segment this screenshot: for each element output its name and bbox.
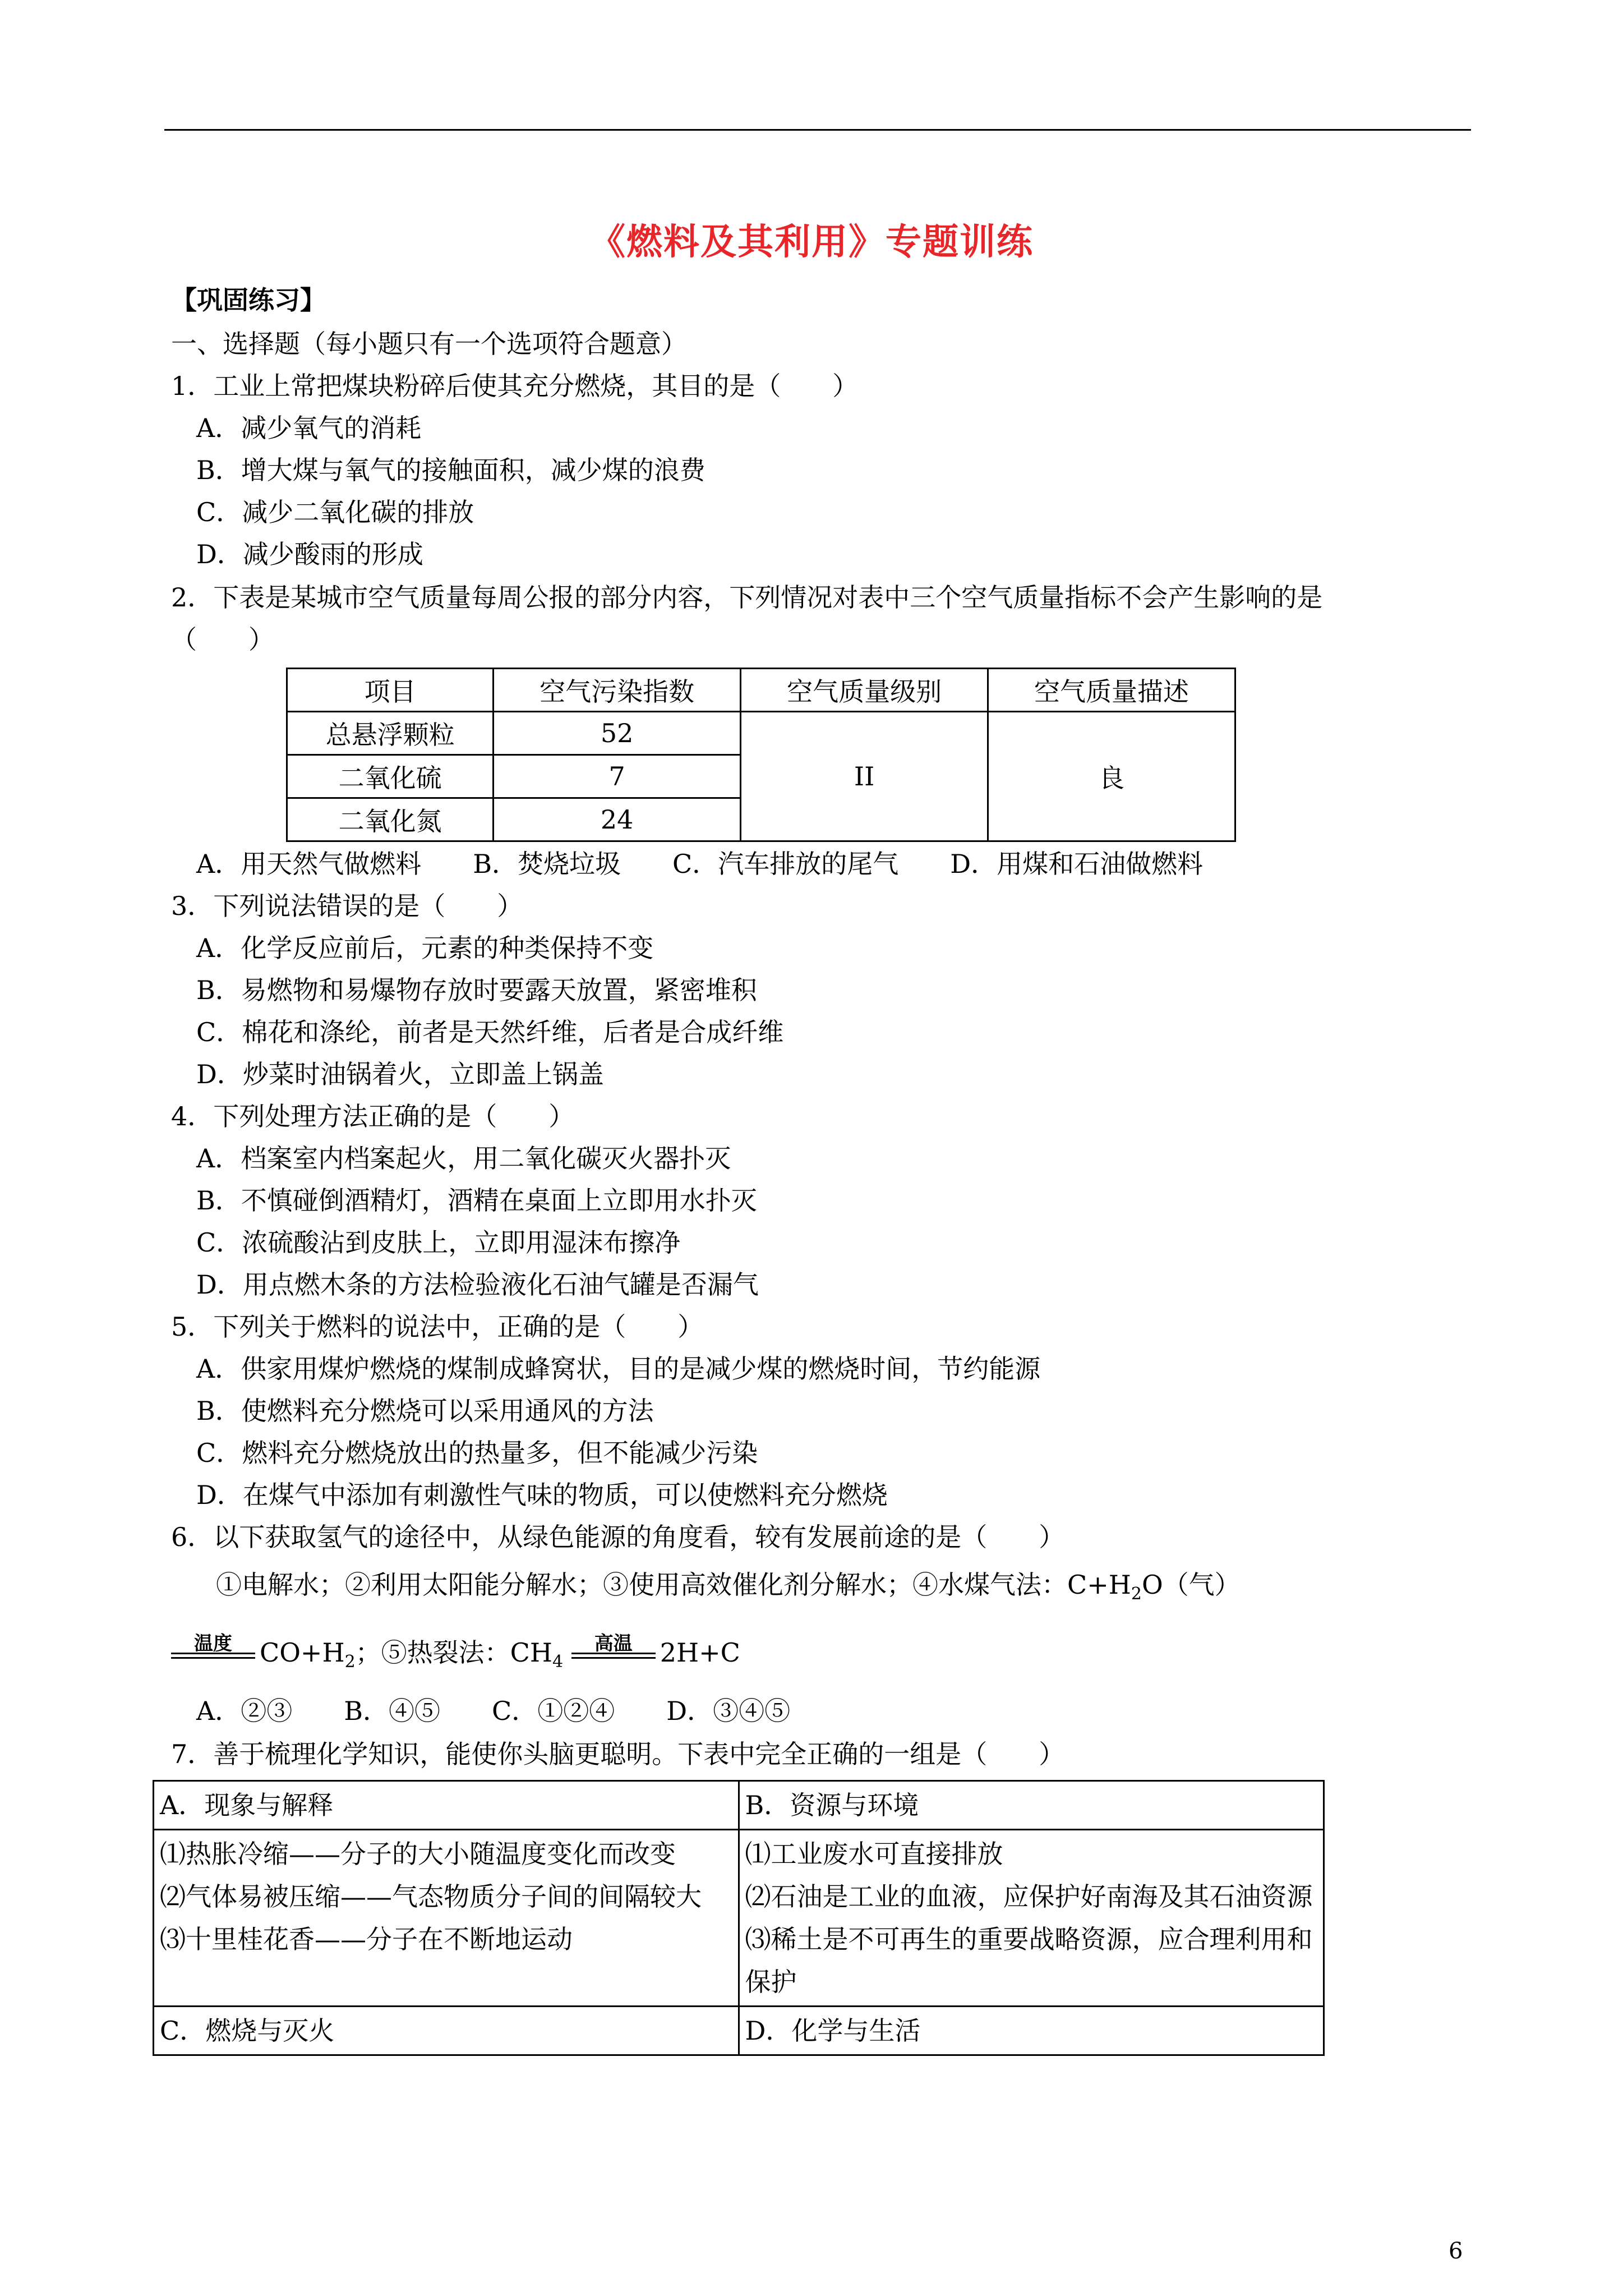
q1-stem: 1．工业上常把煤块粉碎后使其充分燃烧，其目的是（ ） <box>171 371 859 401</box>
q4-option-b: B．不慎碰倒酒精灯，酒精在桌面上立即用水扑灭 <box>196 1185 757 1216</box>
q5-option-a: A．供家用煤炉燃烧的煤制成蜂窝状，目的是减少煤的燃烧时间，节约能源 <box>196 1354 1041 1384</box>
list-item: ⑶十里桂花香——分子在不断地运动 <box>160 1924 573 1954</box>
table-cell-level: II <box>741 712 988 841</box>
table-cell <box>154 1830 739 2007</box>
part-one-heading: 一、选择题（每小题只有一个选项符合题意） <box>171 329 687 359</box>
table-header: 空气质量级别 <box>741 669 988 712</box>
table-cell <box>739 1830 1324 2007</box>
table-header: 空气污染指数 <box>494 669 741 712</box>
table-row <box>154 2007 1324 2055</box>
table-cell: B．资源与环境 <box>739 1781 1324 1830</box>
q2-table <box>286 668 1236 842</box>
q4-option-c: C．浓硫酸沾到皮肤上，立即用湿沫布擦净 <box>196 1227 681 1258</box>
q6-methods-tail: O（气） <box>1141 1570 1241 1600</box>
q1-option-a: A．减少氧气的消耗 <box>196 413 422 443</box>
subscript: 2 <box>344 1652 356 1672</box>
table-header: 空气质量描述 <box>988 669 1235 712</box>
table-row <box>154 1830 1324 2007</box>
header-rule <box>164 129 1471 131</box>
table-cell: 52 <box>494 712 741 755</box>
pyrolysis-text: ；⑤热裂法：CH <box>355 1637 552 1668</box>
q3-option-c: C．棉花和涤纶，前者是天然纤维，后者是合成纤维 <box>196 1017 784 1047</box>
list-item: ⑴工业废水可直接排放 <box>745 1839 1003 1869</box>
table-header: 项目 <box>287 669 494 712</box>
table-cell: 24 <box>494 798 741 841</box>
reaction-arrow <box>171 1632 255 1672</box>
q7-stem: 7．善于梳理化学知识，能使你头脑更聪明。下表中完全正确的一组是（ ） <box>171 1739 1065 1769</box>
q3-option-b: B．易燃物和易爆物存放时要露天放置，紧密堆积 <box>196 975 757 1005</box>
table-header-row <box>287 669 1235 712</box>
q4-stem: 4．下列处理方法正确的是（ ） <box>171 1101 575 1131</box>
product-text: CO+H <box>260 1637 345 1668</box>
q4-option-d: D．用点燃木条的方法检验液化石油气罐是否漏气 <box>196 1269 759 1300</box>
table-cell: D．化学与生活 <box>739 2007 1324 2055</box>
q7-table <box>153 1780 1325 2056</box>
q6-options: A．②③ B．④⑤ C．①②④ D．③④⑤ <box>196 1696 791 1726</box>
reaction-arrow <box>571 1632 656 1672</box>
list-item: ⑵石油是工业的血液，应保护好南海及其石油资源 <box>745 1881 1313 1912</box>
q6-methods-text: ①电解水；②利用太阳能分解水；③使用高效催化剂分解水；④水煤气法：C+H <box>216 1570 1131 1600</box>
table-cell: A．现象与解释 <box>154 1781 739 1830</box>
table-cell: 总悬浮颗粒 <box>287 712 494 755</box>
q1-option-c: C．减少二氧化碳的排放 <box>196 497 474 527</box>
reaction-condition: 温度 <box>194 1632 232 1655</box>
table-cell: 二氧化硫 <box>287 755 494 798</box>
q2-options: A．用天然气做燃料 B．焚烧垃圾 C．汽车排放的尾气 D．用煤和石油做燃料 <box>196 849 1204 879</box>
q6-methods <box>216 1568 1241 1611</box>
q2-stem: 2．下表是某城市空气质量每周公报的部分内容，下列情况对表中三个空气质量指标不会产生影响的是 <box>171 582 1323 613</box>
q5-option-c: C．燃料充分燃烧放出的热量多，但不能减少污染 <box>196 1438 758 1468</box>
q5-stem: 5．下列关于燃料的说法中，正确的是（ ） <box>171 1312 704 1342</box>
table-cell: 7 <box>494 755 741 798</box>
q5-option-d: D．在煤气中添加有刺激性气味的物质，可以使燃料充分燃烧 <box>196 1480 888 1510</box>
q6-stem: 6．以下获取氢气的途径中，从绿色能源的角度看，较有发展前途的是（ ） <box>171 1522 1065 1552</box>
q3-stem: 3．下列说法错误的是（ ） <box>171 891 523 921</box>
q1-option-d: D．减少酸雨的形成 <box>196 539 423 569</box>
table-cell: 二氧化氮 <box>287 798 494 841</box>
q2-stem-cont: （ ） <box>171 624 274 655</box>
table-cell: C．燃烧与灭火 <box>154 2007 739 2055</box>
page-number: 6 <box>1449 2238 1463 2264</box>
section-header: 【巩固练习】 <box>171 285 326 315</box>
reaction-condition: 高温 <box>594 1632 633 1655</box>
page-title: 《燃料及其利用》专题训练 <box>589 221 1034 263</box>
subscript: 4 <box>552 1652 564 1672</box>
q4-option-a: A．档案室内档案起火，用二氧化碳灭火器扑灭 <box>196 1143 731 1174</box>
q1-option-b: B．增大煤与氧气的接触面积，减少煤的浪费 <box>196 455 706 485</box>
q3-option-d: D．炒菜时油锅着火，立即盖上锅盖 <box>196 1059 604 1089</box>
product-text: 2H+C <box>660 1637 740 1668</box>
subscript: 2 <box>1131 1584 1142 1604</box>
list-item: ⑶稀土是不可再生的重要战略资源，应合理利用和保护 <box>745 1924 1313 1997</box>
table-cell-desc: 良 <box>988 712 1235 841</box>
q3-option-a: A．化学反应前后，元素的种类保持不变 <box>196 933 654 963</box>
list-item: ⑴热胀冷缩——分子的大小随温度变化而改变 <box>160 1839 676 1869</box>
list-item: ⑵气体易被压缩——气态物质分子间的间隔较大 <box>160 1881 702 1912</box>
table-row <box>154 1781 1324 1830</box>
q5-option-b: B．使燃料充分燃烧可以采用通风的方法 <box>196 1396 654 1426</box>
table-row <box>287 712 1235 755</box>
q6-equations <box>171 1632 740 1683</box>
